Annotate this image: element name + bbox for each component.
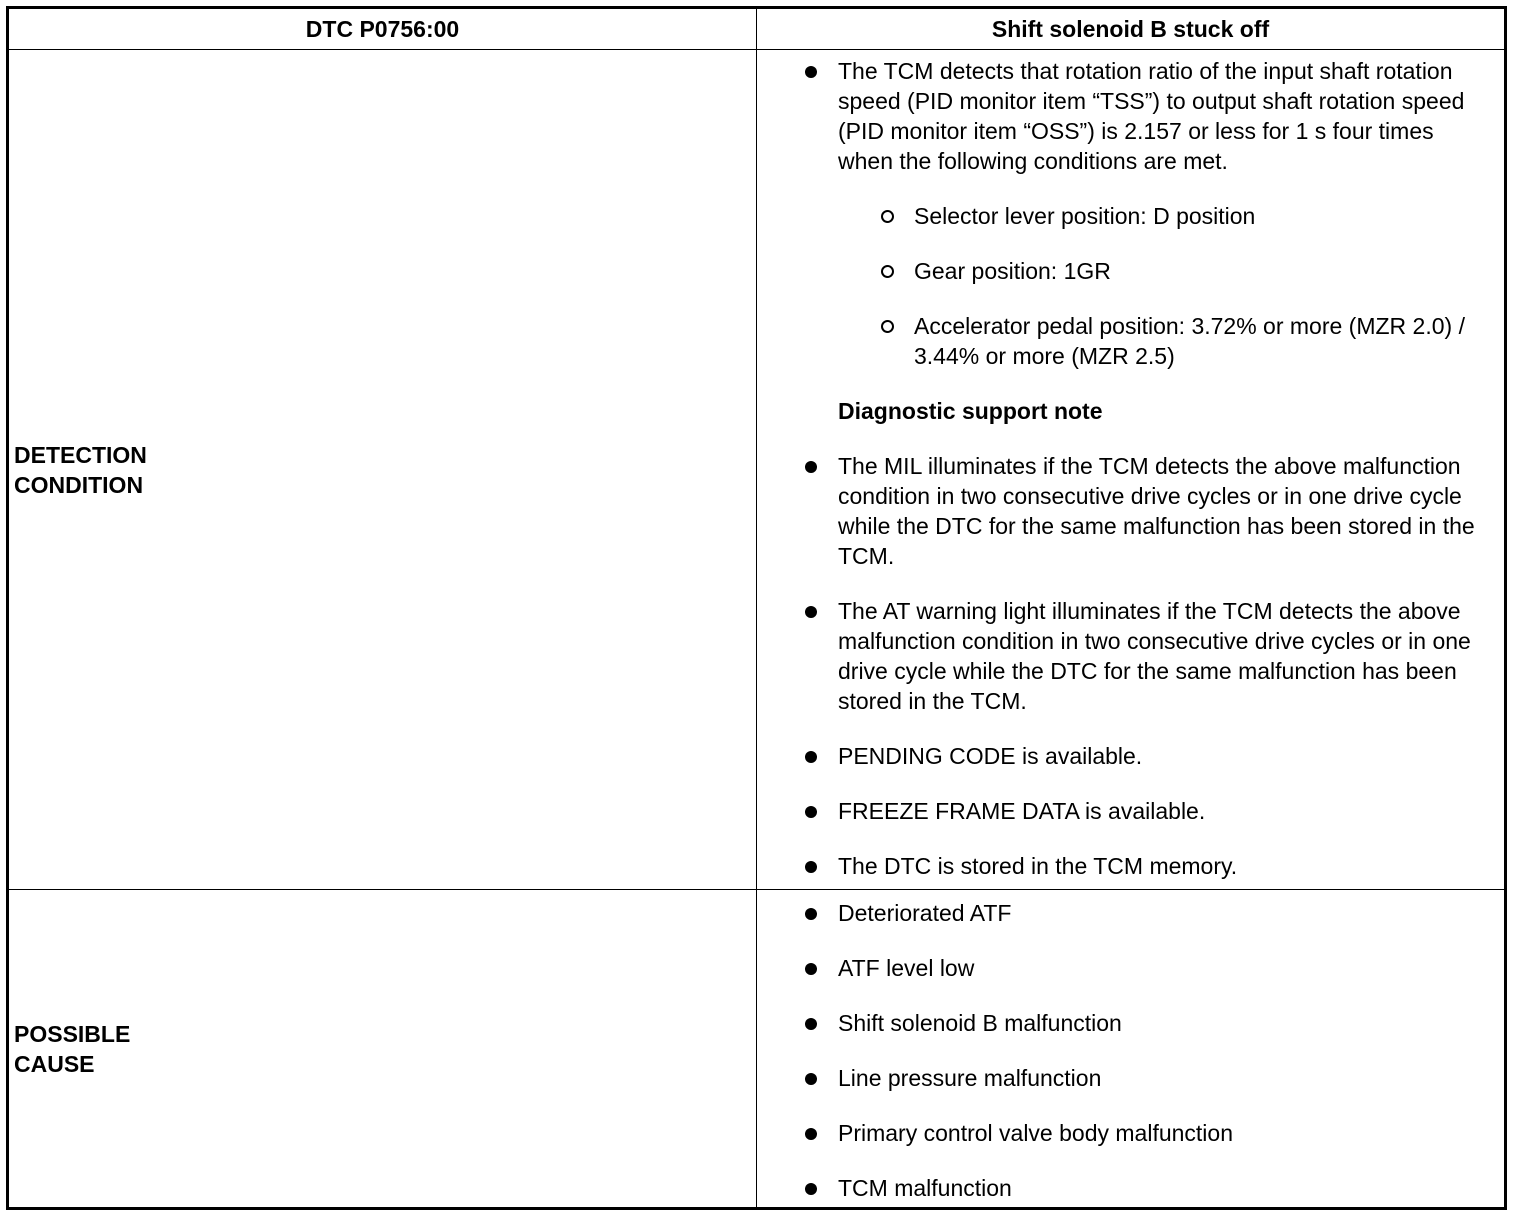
header-row [8,8,1506,50]
dtc-title-cell: Shift solenoid B stuck off [757,8,1506,50]
detection-label-cell [8,50,757,890]
detection-label-line2: CONDITION [14,471,144,498]
detection-main-bullet: The TCM detects that rotation ratio of the input shaft rotation speed (PID monitor item “TSS”) to output shaft rotation speed (PID monitor item “OSS”) is 2.157 or less for 1 s four times when the following conditions are met. [805,56,1484,176]
detection-row [8,50,1506,890]
cause-label-line2: CAUSE [14,1050,95,1077]
condition-list [805,201,1484,371]
note-item: The DTC is stored in the TCM memory. [805,851,1484,881]
note-item: The MIL illuminates if the TCM detects the above malfunction condition in two consecutive drive cycles or in one drive cycle while the DTC for the same malfunction has been stored in the TCM. [805,451,1484,571]
cause-content-cell [757,890,1506,1209]
detection-label-line1: DETECTION [14,441,147,468]
cause-label-cell [8,890,757,1209]
note-item: FREEZE FRAME DATA is available. [805,796,1484,826]
detection-content [757,50,1504,889]
condition-item: Selector lever position: D position [881,201,1484,231]
condition-item: Accelerator pedal position: 3.72% or more (MZR 2.0) / 3.44% or more (MZR 2.5) [881,311,1484,371]
cause-label-line1: POSSIBLE [14,1020,131,1047]
note-item: PENDING CODE is available. [805,741,1484,771]
cause-item: Deteriorated ATF [805,898,1484,928]
cause-item: Primary control valve body malfunction [805,1118,1484,1148]
cause-content [757,890,1504,1207]
dtc-table [6,6,1507,1210]
diagnostic-note-heading: Diagnostic support note [838,398,1103,424]
note-item: The AT warning light illuminates if the TCM detects the above malfunction condition in two consecutive drive cycles or in one drive cycle while the DTC for the same malfunction has been stored in the TCM. [805,596,1484,716]
cause-item: ATF level low [805,953,1484,983]
detection-content-cell [757,50,1506,890]
dtc-code-cell: DTC P0756:00 [8,8,757,50]
cause-item: Line pressure malfunction [805,1063,1484,1093]
condition-item: Gear position: 1GR [881,256,1484,286]
cause-row [8,890,1506,1209]
cause-item: TCM malfunction [805,1173,1484,1203]
cause-item: Shift solenoid B malfunction [805,1008,1484,1038]
